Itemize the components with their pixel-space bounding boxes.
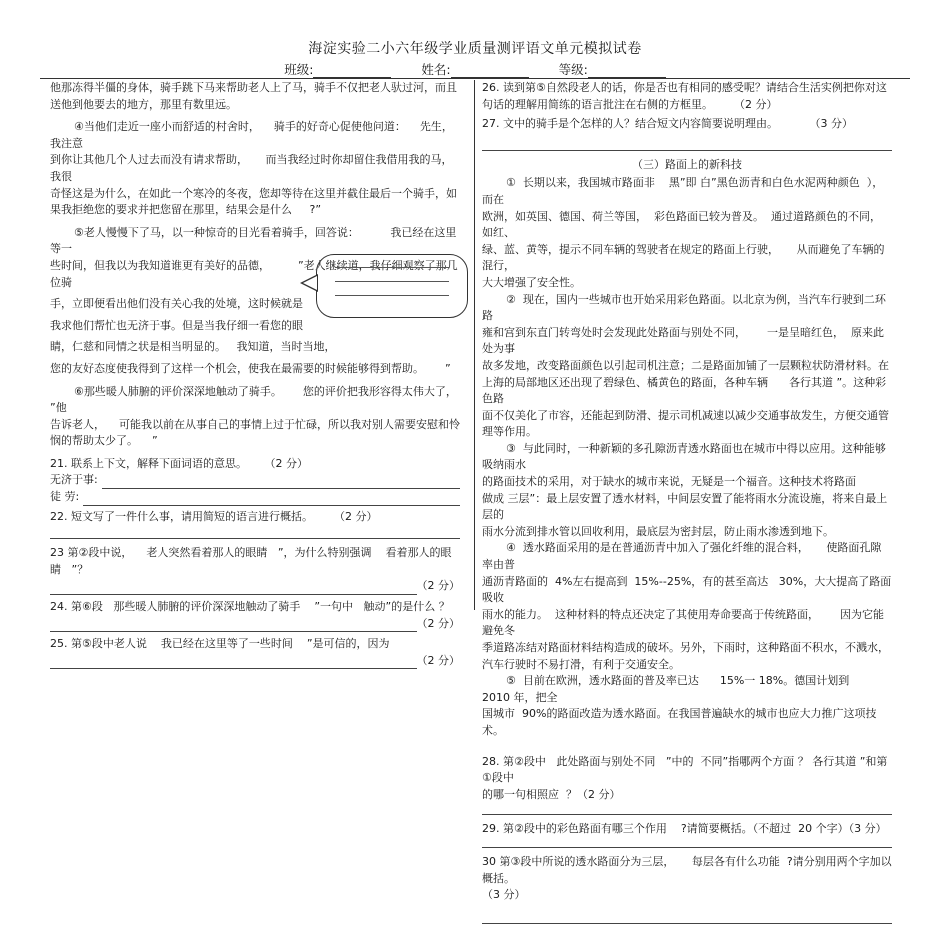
passage-line: 到你让其他几个人过去而没有请求帮助， 而当我经过时你却留住我借用我的马，我很 bbox=[50, 153, 453, 183]
passage-line: 果我拒绝您的要求并把您留在那里，结果会是什么 ?” bbox=[50, 203, 322, 217]
left-column bbox=[50, 80, 475, 669]
exam-title: 海淀实验二小六年级学业质量测评语文单元模拟试卷 bbox=[308, 41, 642, 57]
grade-blank[interactable] bbox=[588, 65, 666, 78]
article-line: ④ 透水路面采用的是在普通沥青中加入了强化纤维的混合料， 使路面孔隙率由普 bbox=[482, 541, 882, 572]
passage-line: ④当他们走近一座小而舒适的村舍时， 骑手的好奇心促使他问道： 先生，我注意 bbox=[50, 120, 453, 150]
question-22: 22. 短文写了一件什么事，请用简短的语言进行概括。 （2 分） bbox=[50, 509, 378, 523]
article-line: 雍和宫到东直门转弯处时会发现此处路面与别处不同， 一是呈暗红色， 原来此处为事 bbox=[482, 325, 884, 356]
article-line: ③ 与此同时，一种新颖的多孔隙沥青透水路面也在城市中得以应用。这种能够吸纳雨水 bbox=[482, 441, 886, 472]
article-line: 故多发地，改变路面颜色以引起司机注意；二是路面加铺了一层颗粒状防滑材料。在 bbox=[482, 358, 889, 372]
class-label: 班级: bbox=[284, 62, 314, 77]
passage-line: 睛，仁慈和同情之状是相当明显的。 我知道，当时当地， bbox=[50, 340, 336, 354]
speech-bubble-tail-fill bbox=[303, 276, 317, 290]
question-21: 21. 联系上下文，解释下面词语的意思。 （2 分） bbox=[50, 456, 308, 470]
question-30-line2: （3 分） bbox=[482, 888, 526, 902]
grade-label: 等级: bbox=[558, 62, 588, 77]
article-line: ⑤ 目前在欧洲，透水路面的普及率已达 15%一 18%。德国计划到 2010 年，把全 bbox=[482, 674, 867, 704]
question-28-line1: 28. 第②段中 此处路面与别处不同 ”中的 不同”指哪两个方面 ？ 各行其道 ”和第①段中 bbox=[482, 754, 888, 785]
bubble-line bbox=[335, 295, 449, 296]
question-28-line2: 的哪一句相照应 ？（2 分） bbox=[482, 787, 621, 801]
student-info-line bbox=[0, 60, 950, 78]
q25-answer-line[interactable]: （2 分） bbox=[50, 653, 460, 670]
right-column bbox=[482, 80, 892, 930]
q23-answer-line[interactable]: （2 分） bbox=[50, 578, 460, 595]
article-line: ① 长期以来，我国城市路面非 黑”即 白”黑色沥青和白色水泥两种颜色 ），而在 bbox=[482, 176, 884, 206]
passage-line: ⑥那些暖人肺腑的评价深深地触动了骑手。 您的评价把我形容得太伟大了， ”他 bbox=[50, 384, 475, 415]
question-25: 25. 第⑤段中老人说 我已经在这里等了一些时间 ”是可信的，因为 bbox=[50, 637, 390, 651]
section-title: （三）路面上的新科技 bbox=[632, 157, 742, 171]
q21-answer-a[interactable]: 无济于事: bbox=[50, 472, 460, 489]
q24-answer-line[interactable]: （2 分） bbox=[50, 616, 460, 633]
q30-answer-line[interactable] bbox=[482, 922, 892, 924]
article-line: 国城市 90%的路面改造为透水路面。在我国普遍缺水的城市也应大力推广这项技术。 bbox=[482, 707, 877, 737]
question-24: 24. 第⑥段 那些暖人肺腑的评价深深地触动了骑手 ”一句中 触动”的是什么 ？ bbox=[50, 600, 450, 614]
column-divider bbox=[474, 80, 475, 610]
name-blank[interactable] bbox=[451, 65, 529, 78]
q22-answer-line[interactable] bbox=[50, 537, 460, 539]
article-line: 大大增强了安全性。 bbox=[482, 275, 581, 289]
header-rule bbox=[40, 78, 910, 79]
passage-line: 告诉老人， 可能我以前在从事自己的事情上过于忙碌，所以我对别人需要安慰和怜 bbox=[50, 417, 460, 431]
article-line: 理等作用。 bbox=[482, 425, 537, 439]
passage-line: 送他到他要去的地方，那里有数里远。 bbox=[50, 97, 237, 111]
article-line: 通沥青路面的 4%左右提高到 15%--25%，有的甚至高达 30%，大大提高了路面吸收 bbox=[482, 574, 892, 605]
article-line: ② 现在，国内一些城市也开始采用彩色路面。以北京为例，当汽车行驶到二环路 bbox=[482, 292, 886, 323]
question-26-line2: 句话的理解用简练的语言批注在右侧的方框里。 （2 分） bbox=[482, 97, 778, 111]
class-blank[interactable] bbox=[313, 65, 391, 78]
question-26-line1: 26. 读到第⑤自然段老人的话，你是否也有相同的感受呢？请结合生活实例把你对这 bbox=[482, 81, 887, 94]
passage-line: 手，立即便看出他们没有关心我的处境，这时候就是 bbox=[50, 297, 303, 311]
passage-line: 您的友好态度使我得到了这样一个机会，使我在最需要的时候能够得到帮助。 ” bbox=[50, 361, 451, 375]
bubble-line bbox=[335, 281, 449, 282]
passage-line: ⑤老人慢慢下了马，以一种惊奇的目光看着骑手，回答说： 我已经在这里等一 bbox=[50, 225, 457, 256]
bubble-line bbox=[335, 267, 449, 268]
question-29: 29. 第②段中的彩色路面有哪三个作用 ?请简要概括。（不超过 20 个字）（3 分） bbox=[482, 822, 887, 836]
passage-line: 些时间，但我以为我知道谁更有美好的品德， ”老人继续道，我仔细观察了那几位骑 bbox=[50, 258, 458, 289]
question-23: 23 第②段中说， 老人突然看着那人的眼睛 ”，为什么特别强调 看着那人的眼睛 ”？ bbox=[50, 546, 452, 576]
article-line: 欧洲，如英国、德国、荷兰等国， 彩色路面已较为普及。 通过道路颜色的不同， 如红、 bbox=[482, 209, 888, 240]
passage-line: 我求他们帮忙也无济于事。但是当我仔细一看您的眼 bbox=[50, 318, 303, 332]
passage-line: 奇怪这是为什么，在如此一个寒冷的冬夜，您却等待在这里并截住最后一个骑手，如 bbox=[50, 186, 457, 200]
article-line: 上海的局部地区还出现了碧绿色、橘黄色的路面，各种车辆 各行其道 ”。这种彩色路 bbox=[482, 375, 887, 406]
q26-annotation-bubble[interactable] bbox=[316, 254, 468, 318]
q29-answer-line[interactable] bbox=[482, 846, 892, 848]
article-line: 雨水分流到排水管以回收利用，最底层为密封层，防止雨水渗透到地下。 bbox=[482, 524, 834, 538]
name-label: 姓名: bbox=[421, 62, 451, 77]
article-line: 绿、蓝、黄等，提示不同车辆的驾驶者在规定的路面上行驶， 从而避免了车辆的混行， bbox=[482, 242, 885, 273]
article-line: 的路面技术的采用，对于缺水的城市来说，无疑是一个福音。这种技术将路面 bbox=[482, 475, 856, 489]
article-line: 季道路冻结对路面材料结构造成的破坏。另外，下雨时，这种路面不积水，不溅水， bbox=[482, 641, 889, 654]
question-30-line1: 30 第③段中所说的透水路面分为三层， 每层各有什么功能 ?请分别用两个字加以概括。 bbox=[482, 854, 892, 885]
q21-answer-b[interactable]: 徒 劳: bbox=[50, 489, 460, 506]
article-line: 做成 三层”：最上层安置了透水材料，中间层安置了能将雨水分流设施，将来自最上层的 bbox=[482, 491, 888, 522]
article-line: 汽车行驶时不易打滑，有利于交通安全。 bbox=[482, 657, 680, 671]
passage-line: 他那冻得半僵的身体，骑手跳下马来帮助老人上了马，骑手不仅把老人驮过河，而且 bbox=[50, 81, 457, 94]
passage-line: 悯的帮助太少了。 ” bbox=[50, 434, 158, 448]
article-line: 面不仅美化了市容，还能起到防滑、提示司机减速以减少交通事故发生，方便交通管 bbox=[482, 408, 889, 422]
q27-answer-line[interactable] bbox=[482, 149, 892, 151]
article-line: 雨水的能力。 这种材料的特点还决定了其使用寿命要高于传统路面， 因为它能避免冬 bbox=[482, 607, 884, 638]
question-27: 27. 文中的骑手是个怎样的人？结合短文内容简要说明理由。 （3 分） bbox=[482, 117, 853, 131]
q28-answer-line[interactable] bbox=[482, 813, 892, 815]
